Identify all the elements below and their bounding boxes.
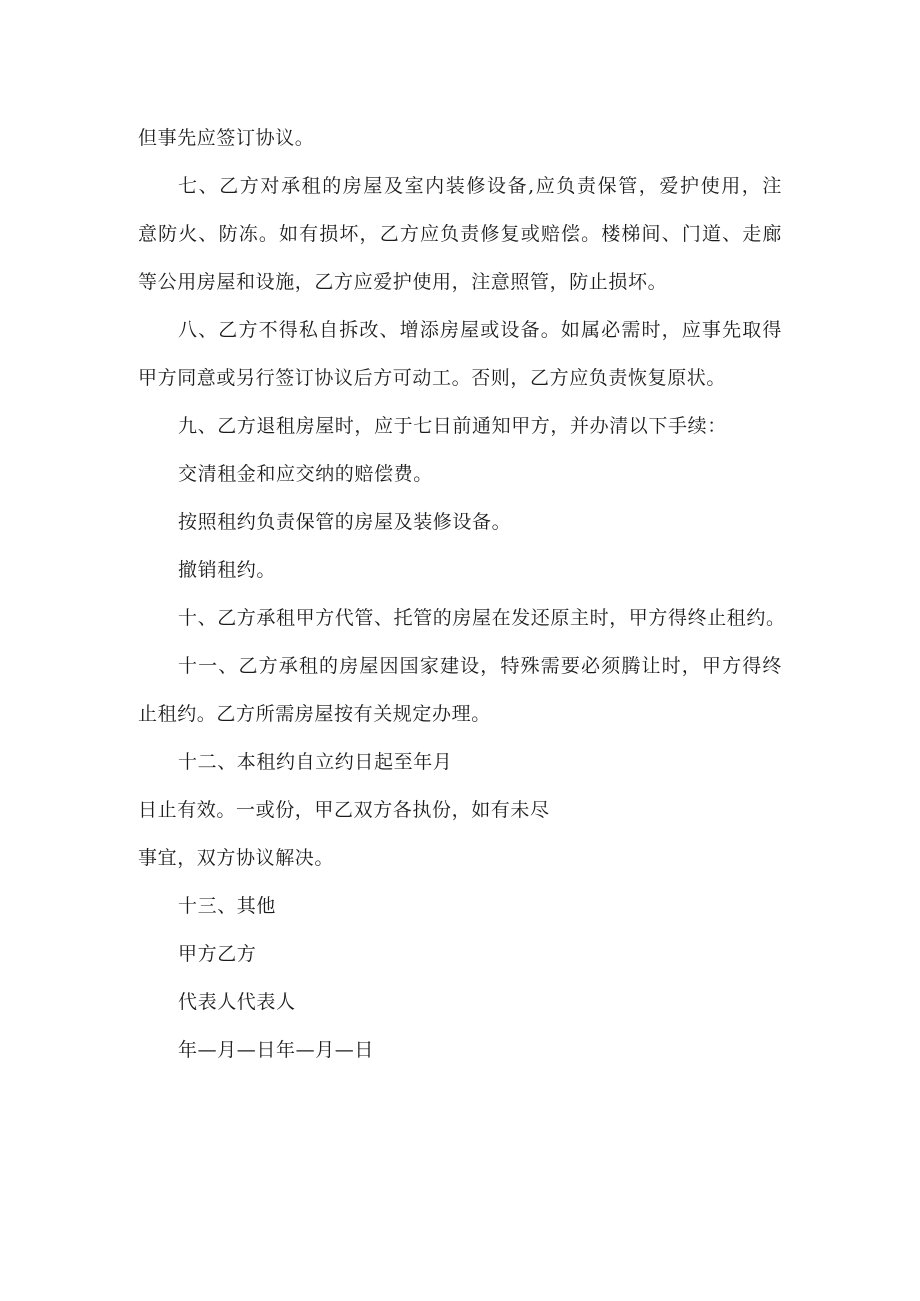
clause-7-line-3: 等公用房屋和设施，乙方应爱护使用，注意照管，防止损坏。 <box>138 271 668 293</box>
paragraph-line: 但事先应签订协议。 <box>138 127 315 149</box>
clause-9-item-3: 撤销租约。 <box>178 559 277 581</box>
clause-11-line-2: 止租约。乙方所需房屋按有关规定办理。 <box>138 703 491 725</box>
clause-8-line-2: 甲方同意或另行签订协议后方可动工。否则，乙方应负责恢复原状。 <box>138 367 727 389</box>
clause-9-line-1: 九、乙方退租房屋时，应于七日前通知甲方，并办清以下手续： <box>178 415 727 437</box>
clause-7-line-1: 七、乙方对承租的房屋及室内装修设备,应负责保管，爱护使用，注 <box>178 175 782 197</box>
clause-7-line-2: 意防火、防冻。如有损坏，乙方应负责修复或赔偿。楼梯间、门道、走廊 <box>138 223 782 245</box>
signature-dates: 年—月—日年—月—日 <box>178 1039 375 1061</box>
clause-10-line-1: 十、乙方承租甲方代管、托管的房屋在发还原主时，甲方得终止租约。 <box>178 607 786 629</box>
clause-11-line-1: 十一、乙方承租的房屋因国家建设，特殊需要必须腾让时，甲方得终 <box>178 655 782 677</box>
clause-13-line-1: 十三、其他 <box>178 895 277 917</box>
signature-parties: 甲方乙方 <box>178 943 257 965</box>
clause-9-item-1: 交清租金和应交纳的赔偿费。 <box>178 463 433 485</box>
clause-9-item-2: 按照租约负责保管的房屋及装修设备。 <box>178 511 512 533</box>
clause-12-line-2: 日止有效。一或份，甲乙双方各执份，如有未尽 <box>138 799 550 821</box>
clause-8-line-1: 八、乙方不得私自拆改、增添房屋或设备。如属必需时，应事先取得 <box>178 319 782 341</box>
clause-12-line-1: 十二、本租约自立约日起至年月 <box>178 751 453 773</box>
clause-12-line-3: 事宜，双方协议解决。 <box>138 847 335 869</box>
signature-representatives: 代表人代表人 <box>178 991 296 1013</box>
